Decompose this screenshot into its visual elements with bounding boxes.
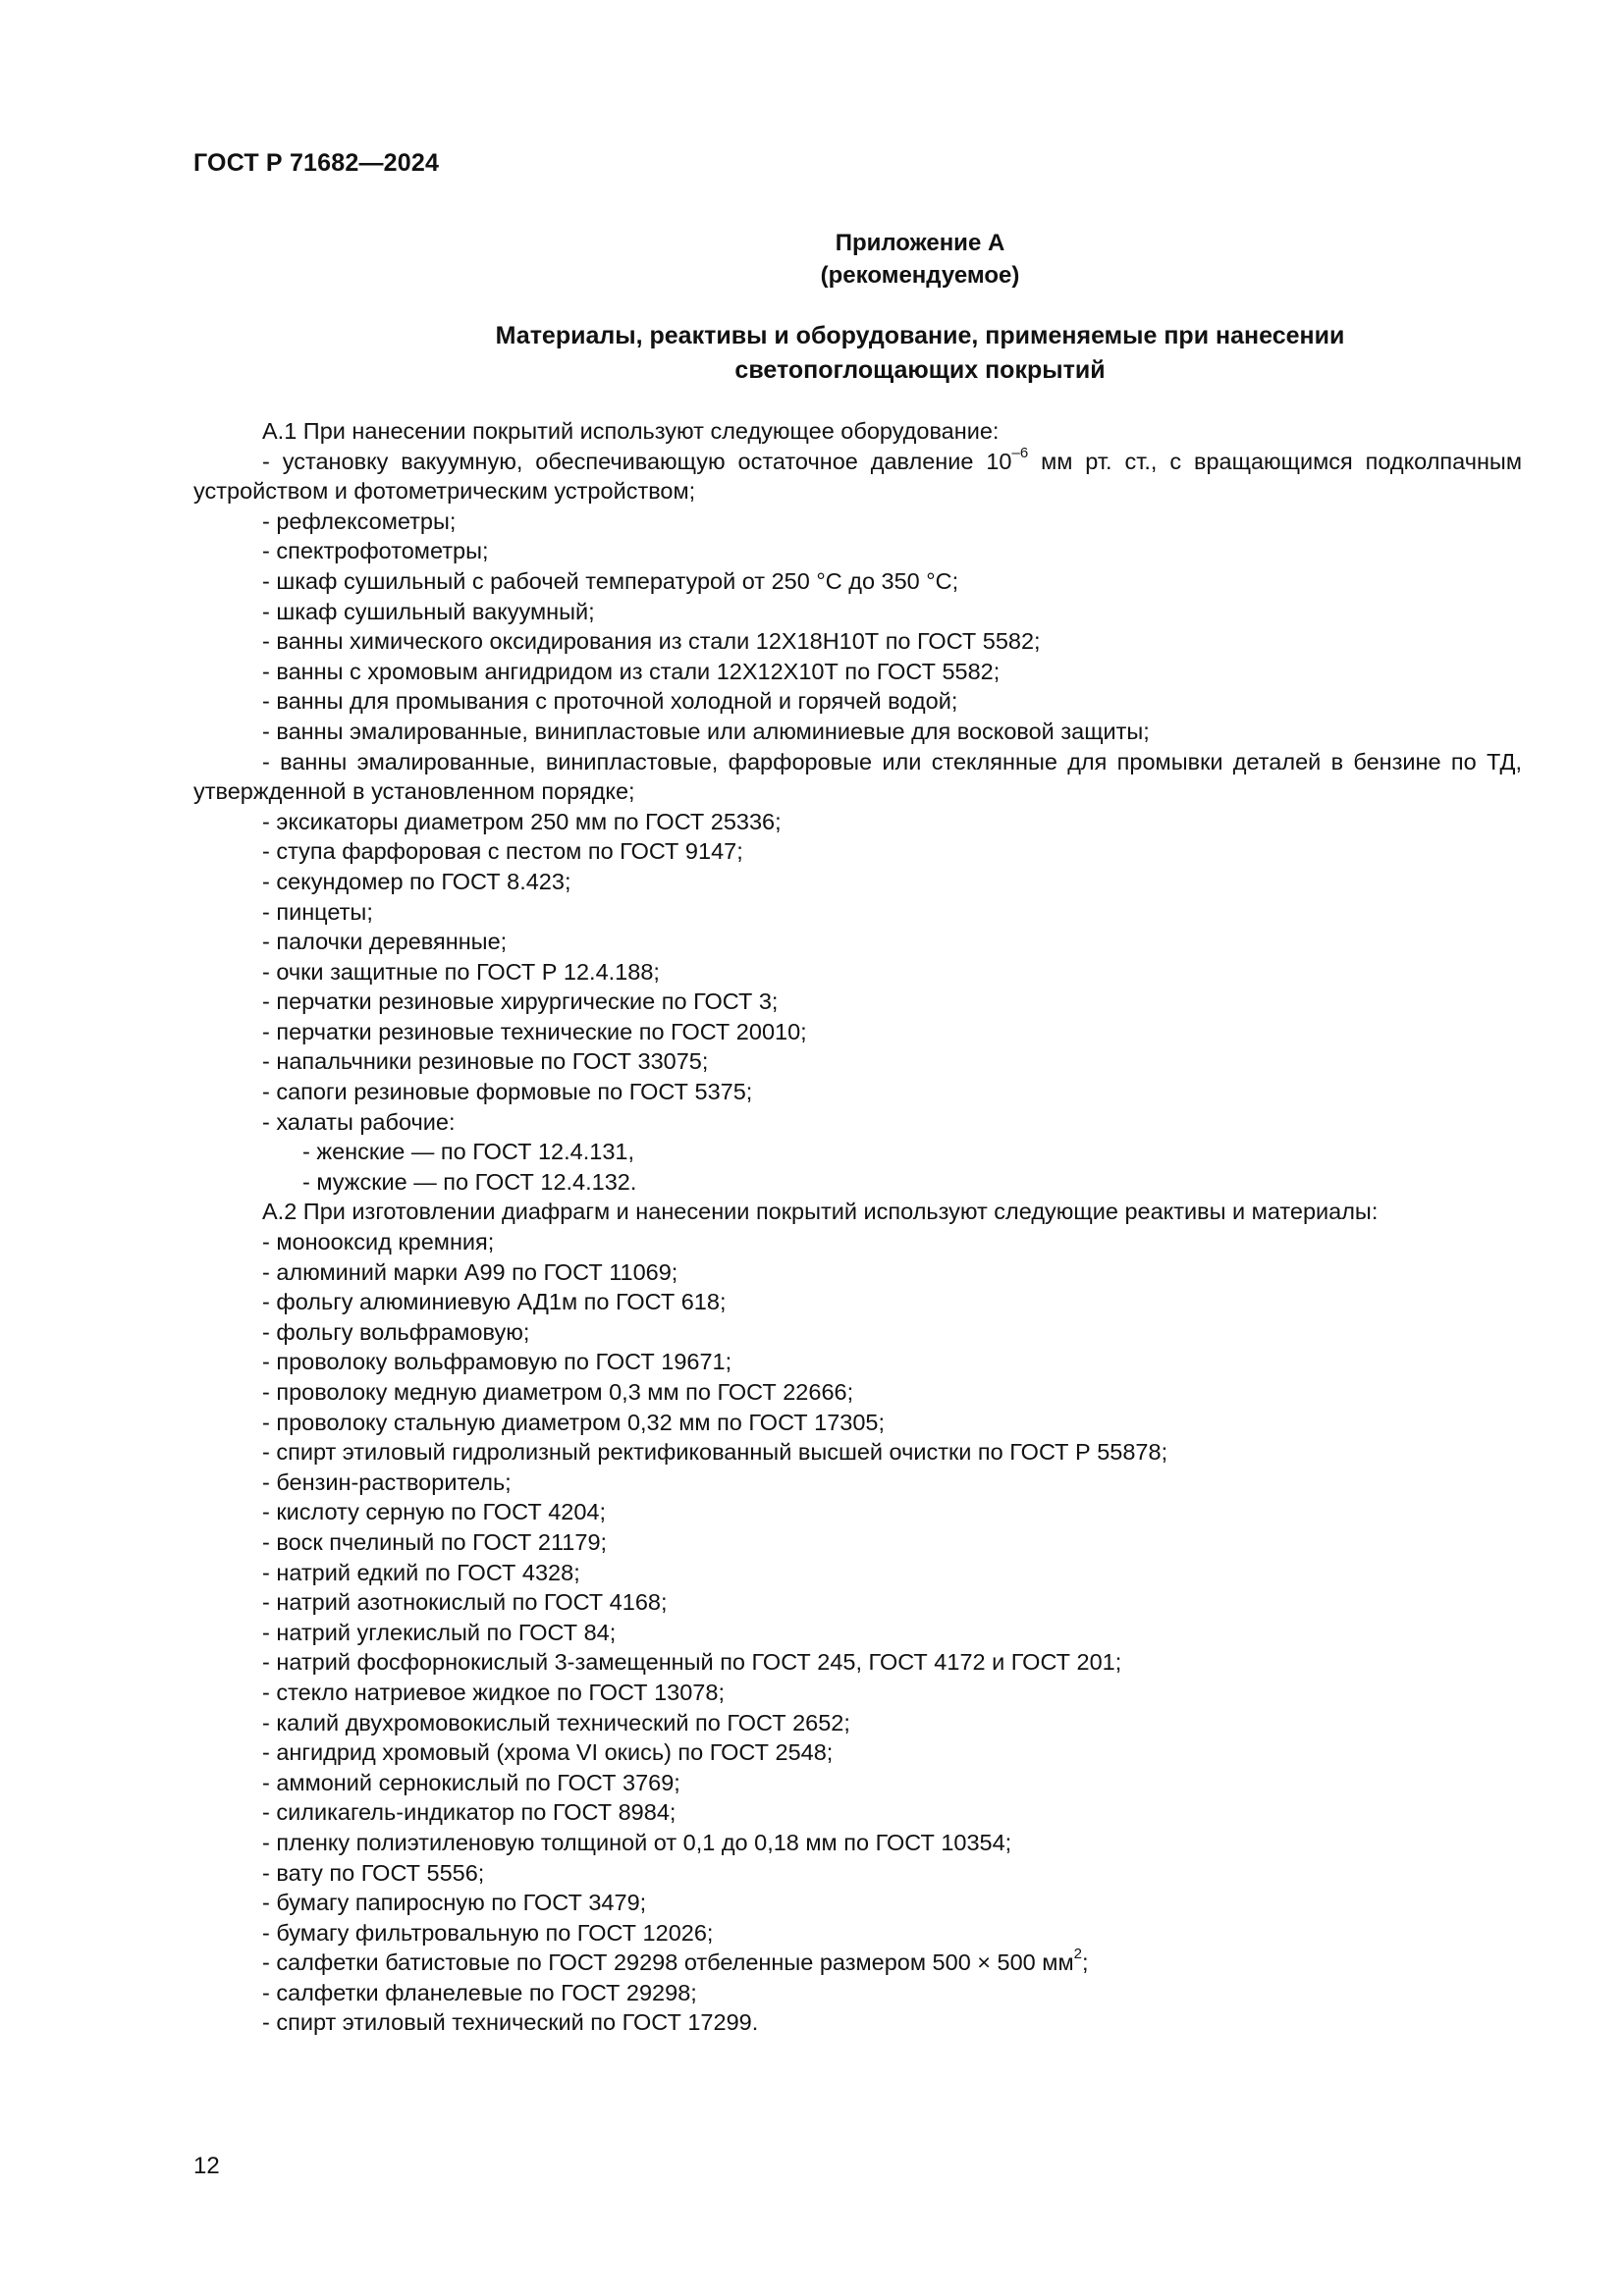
list-item: - натрий едкий по ГОСТ 4328;: [262, 1559, 580, 1585]
annex-title: Приложение А: [835, 230, 1005, 256]
list-item: - спирт этиловый технический по ГОСТ 17299.: [262, 2009, 759, 2036]
vacuum-exponent: –6: [1011, 444, 1029, 461]
list-item: - алюминий марки А99 по ГОСТ 11069;: [262, 1258, 678, 1285]
section-title: [0, 319, 1624, 388]
list-item: - рефлексометры;: [262, 507, 457, 534]
list-item: - секундомер по ГОСТ 8.423;: [262, 868, 571, 894]
list-item: - аммоний сернокислый по ГОСТ 3769;: [262, 1769, 680, 1795]
list-item: - бумагу папиросную по ГОСТ 3479;: [262, 1890, 647, 1916]
list-item: - проволоку медную диаметром 0,3 мм по ГОСТ 22666;: [262, 1379, 854, 1405]
list-item: - вату по ГОСТ 5556;: [262, 1859, 485, 1886]
list-item: - перчатки резиновые технические по ГОСТ 20010;: [262, 1018, 807, 1044]
annex-status: (рекомендуемое): [820, 262, 1020, 289]
a1-intro: А.1 При нанесении покрытий используют следующее оборудование:: [262, 418, 1000, 444]
list-item: - ванны химического оксидирования из стали 12Х18Н10Т по ГОСТ 5582;: [262, 628, 1041, 655]
vacuum-text-after: мм рт. ст., с вращающимся подколпачным устройством и фотометрическим устройством;: [193, 448, 1522, 505]
list-item: - перчатки резиновые хирургические по ГОСТ 3;: [262, 988, 779, 1015]
list-item: - натрий азотнокислый по ГОСТ 4168;: [262, 1589, 668, 1616]
list-item: - пинцеты;: [262, 898, 373, 925]
list-item: - халаты рабочие:: [262, 1108, 456, 1135]
standard-code: ГОСТ Р 71682—2024: [193, 149, 440, 177]
list-item: - бензин-растворитель;: [262, 1468, 512, 1495]
section-title-line-2: светопоглощающих покрытий: [734, 356, 1106, 384]
list-item: - шкаф сушильный вакуумный;: [262, 598, 595, 624]
list-item: - салфетки фланелевые по ГОСТ 29298;: [262, 1979, 697, 2005]
list-item-vacuum-unit: [193, 444, 1522, 507]
list-item: - проволоку вольфрамовую по ГОСТ 19671;: [262, 1349, 732, 1375]
napkins-text-after: ;: [1081, 1949, 1089, 1976]
annex-heading: [0, 227, 1624, 292]
vacuum-text-before: - установку вакуумную, обеспечивающую остаточное давление 10: [262, 448, 1012, 474]
list-item: - проволоку стальную диаметром 0,32 мм по ГОСТ 17305;: [262, 1409, 886, 1435]
list-item: - калий двухромовокислый технический по ГОСТ 2652;: [262, 1709, 850, 1735]
list-item: - фольгу вольфрамовую;: [262, 1318, 530, 1345]
sub-list-item: - мужские — по ГОСТ 12.4.132.: [302, 1168, 637, 1195]
list-item: - ангидрид хромовый (хрома VI окись) по ГОСТ 2548;: [262, 1739, 834, 1766]
document-body: [193, 416, 1522, 2038]
list-item: - шкаф сушильный с рабочей температурой от 250 °С до 350 °С;: [262, 567, 959, 594]
list-item: - спирт этиловый гидролизный ректификованный высшей очистки по ГОСТ Р 55878;: [262, 1439, 1168, 1466]
list-item: - эксикаторы диаметром 250 мм по ГОСТ 25336;: [262, 808, 782, 834]
list-item: - силикагель-индикатор по ГОСТ 8984;: [262, 1799, 677, 1826]
section-title-line-1: Материалы, реактивы и оборудование, применяемые при нанесении: [495, 322, 1345, 349]
list-item-batiste-napkins: [193, 1948, 1522, 1978]
list-item: - воск пчелиный по ГОСТ 21179;: [262, 1528, 608, 1555]
list-item: - фольгу алюминиевую АД1м по ГОСТ 618;: [262, 1289, 727, 1315]
list-item: - кислоту серную по ГОСТ 4204;: [262, 1499, 607, 1525]
list-item: - очки защитные по ГОСТ Р 12.4.188;: [262, 958, 660, 985]
list-item: - пленку полиэтиленовую толщиной от 0,1 до 0,18 мм по ГОСТ 10354;: [262, 1829, 1012, 1855]
list-item: - спектрофотометры;: [262, 538, 489, 564]
list-item: - монооксид кремния;: [262, 1229, 495, 1255]
napkins-text-before: - салфетки батистовые по ГОСТ 29298 отбеленные размером 500 × 500 мм: [262, 1949, 1074, 1976]
list-item: - натрий углекислый по ГОСТ 84;: [262, 1619, 617, 1645]
list-item: - сапоги резиновые формовые по ГОСТ 5375;: [262, 1079, 753, 1105]
list-item: - ванны с хромовым ангидридом из стали 12Х12Х10Т по ГОСТ 5582;: [262, 658, 1001, 684]
a2-intro: А.2 При изготовлении диафрагм и нанесении покрытий используют следующие реактивы и материалы:: [262, 1199, 1379, 1225]
list-item: - палочки деревянные;: [262, 929, 508, 955]
sub-list-item: - женские — по ГОСТ 12.4.131,: [302, 1139, 634, 1165]
list-item: - ванны для промывания с проточной холодной и горячей водой;: [262, 688, 958, 715]
page-number: 12: [193, 2153, 220, 2179]
napkins-exponent: 2: [1073, 1946, 1082, 1963]
list-item: - бумагу фильтровальную по ГОСТ 12026;: [262, 1919, 714, 1946]
list-item: - ступа фарфоровая с пестом по ГОСТ 9147;: [262, 838, 743, 865]
list-item: - натрий фосфорнокислый 3-замещенный по ГОСТ 245, ГОСТ 4172 и ГОСТ 201;: [262, 1649, 1122, 1676]
list-item: - ванны эмалированные, винипластовые или алюминиевые для восковой защиты;: [262, 718, 1150, 744]
list-item: - напальчники резиновые по ГОСТ 33075;: [262, 1048, 709, 1075]
list-item-washing-baths: - ванны эмалированные, винипластовые, фарфоровые или стеклянные для промывки деталей в бензине по ТД, утвержденной в установленном порядке;: [193, 748, 1522, 805]
list-item: - стекло натриевое жидкое по ГОСТ 13078;: [262, 1679, 725, 1705]
